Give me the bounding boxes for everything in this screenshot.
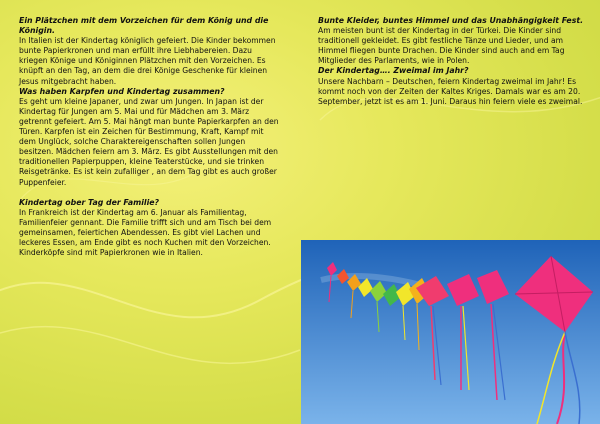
kites-illustration xyxy=(301,240,600,424)
section-heading: Bunte Kleider, buntes Himmel und das Unabhängigkeit Fest. xyxy=(318,16,584,25)
kites-photo xyxy=(301,240,600,424)
section-body: Am meisten bunt ist der Kindertag in der Türkei. Die Kinder sind traditionell gekleidet. Es gibt festliche Tänze und Lieder, und am Himmel fliegen bunte Drachen. Die Kinder sind auch and em Tag Mitglieder des Parlaments, wie in Polen. xyxy=(318,26,565,66)
section-heading: Ein Plätzchen mit dem Vorzeichen für dem König und die Königin. xyxy=(19,16,269,36)
section-italy xyxy=(19,16,281,87)
section-body: Unsere Nachbarn – Deutschen, feiern Kindertag zweimal im Jahr! Es kommt noch von der Zeiten der Kaltes Kriges. Damals war es am 20. September, jetzt ist es am 1. Juni. Daraus hin feiern viele es zweimal. xyxy=(318,76,583,106)
section-france xyxy=(19,198,281,259)
section-japan xyxy=(19,87,281,188)
left-column xyxy=(19,16,281,258)
section-turkey xyxy=(318,16,584,66)
section-heading: Der Kindertag…. Zweimal im Jahr? xyxy=(318,66,469,76)
section-body: In Italien ist der Kindertag königlich gefeiert. Die Kinder bekommen bunte Papierkronen und man erfüllt ihre Liebhabereien. Dazu kriegen Könige und Königinnen Plätzchen mit den Vorzeichen. Es knüpft an den Tag, an dem die drei Könige Geschenke für kleinen Jesus mitgebracht haben. xyxy=(19,36,276,86)
section-germany xyxy=(318,66,584,106)
section-heading: Was haben Karpfen und Kindertag zusammen? xyxy=(19,86,225,96)
section-body: Es geht um kleine Japaner, und zwar um Jungen. In Japan ist der Kindertag für Jungen am 5. Mai und für Mädchen am 3. März getrennt gefeiert. Am 5. Mai hängt man bunte Papierkarpfen an den Türen. Karpfen ist ein Zeichen für Bestimmung, Kraft, Kampf mit dem Unglück, solche Charaktereigenschaften sollen Jungen besitzen. Mädchen feiern am 3. März. Es gibt Ausstellungen mit den traditionellen Papierpuppen, kleine Teaterstücke, und sie trinken Reisgetränke. Es ist kein zufalliger , an dem Tag gibt es auch großer Puppenfeier. xyxy=(19,96,279,187)
section-heading: Kindertag ober Tag der Familie? xyxy=(19,197,160,207)
right-column xyxy=(318,16,584,107)
section-body: In Frankreich ist der Kindertag am 6. Januar als Familientag, Familienfeier gennant. Die Familie trifft sich und am Tisch bei dem gemeinsamen, feiertichen Abendessen. Es gibt viel Lachen und leckeres Essen, am Ende gibt es noch Kuchen mit den Vorzeichen. Kinderköpfe sind mit Papierkronen wie in Italien. xyxy=(19,207,272,258)
